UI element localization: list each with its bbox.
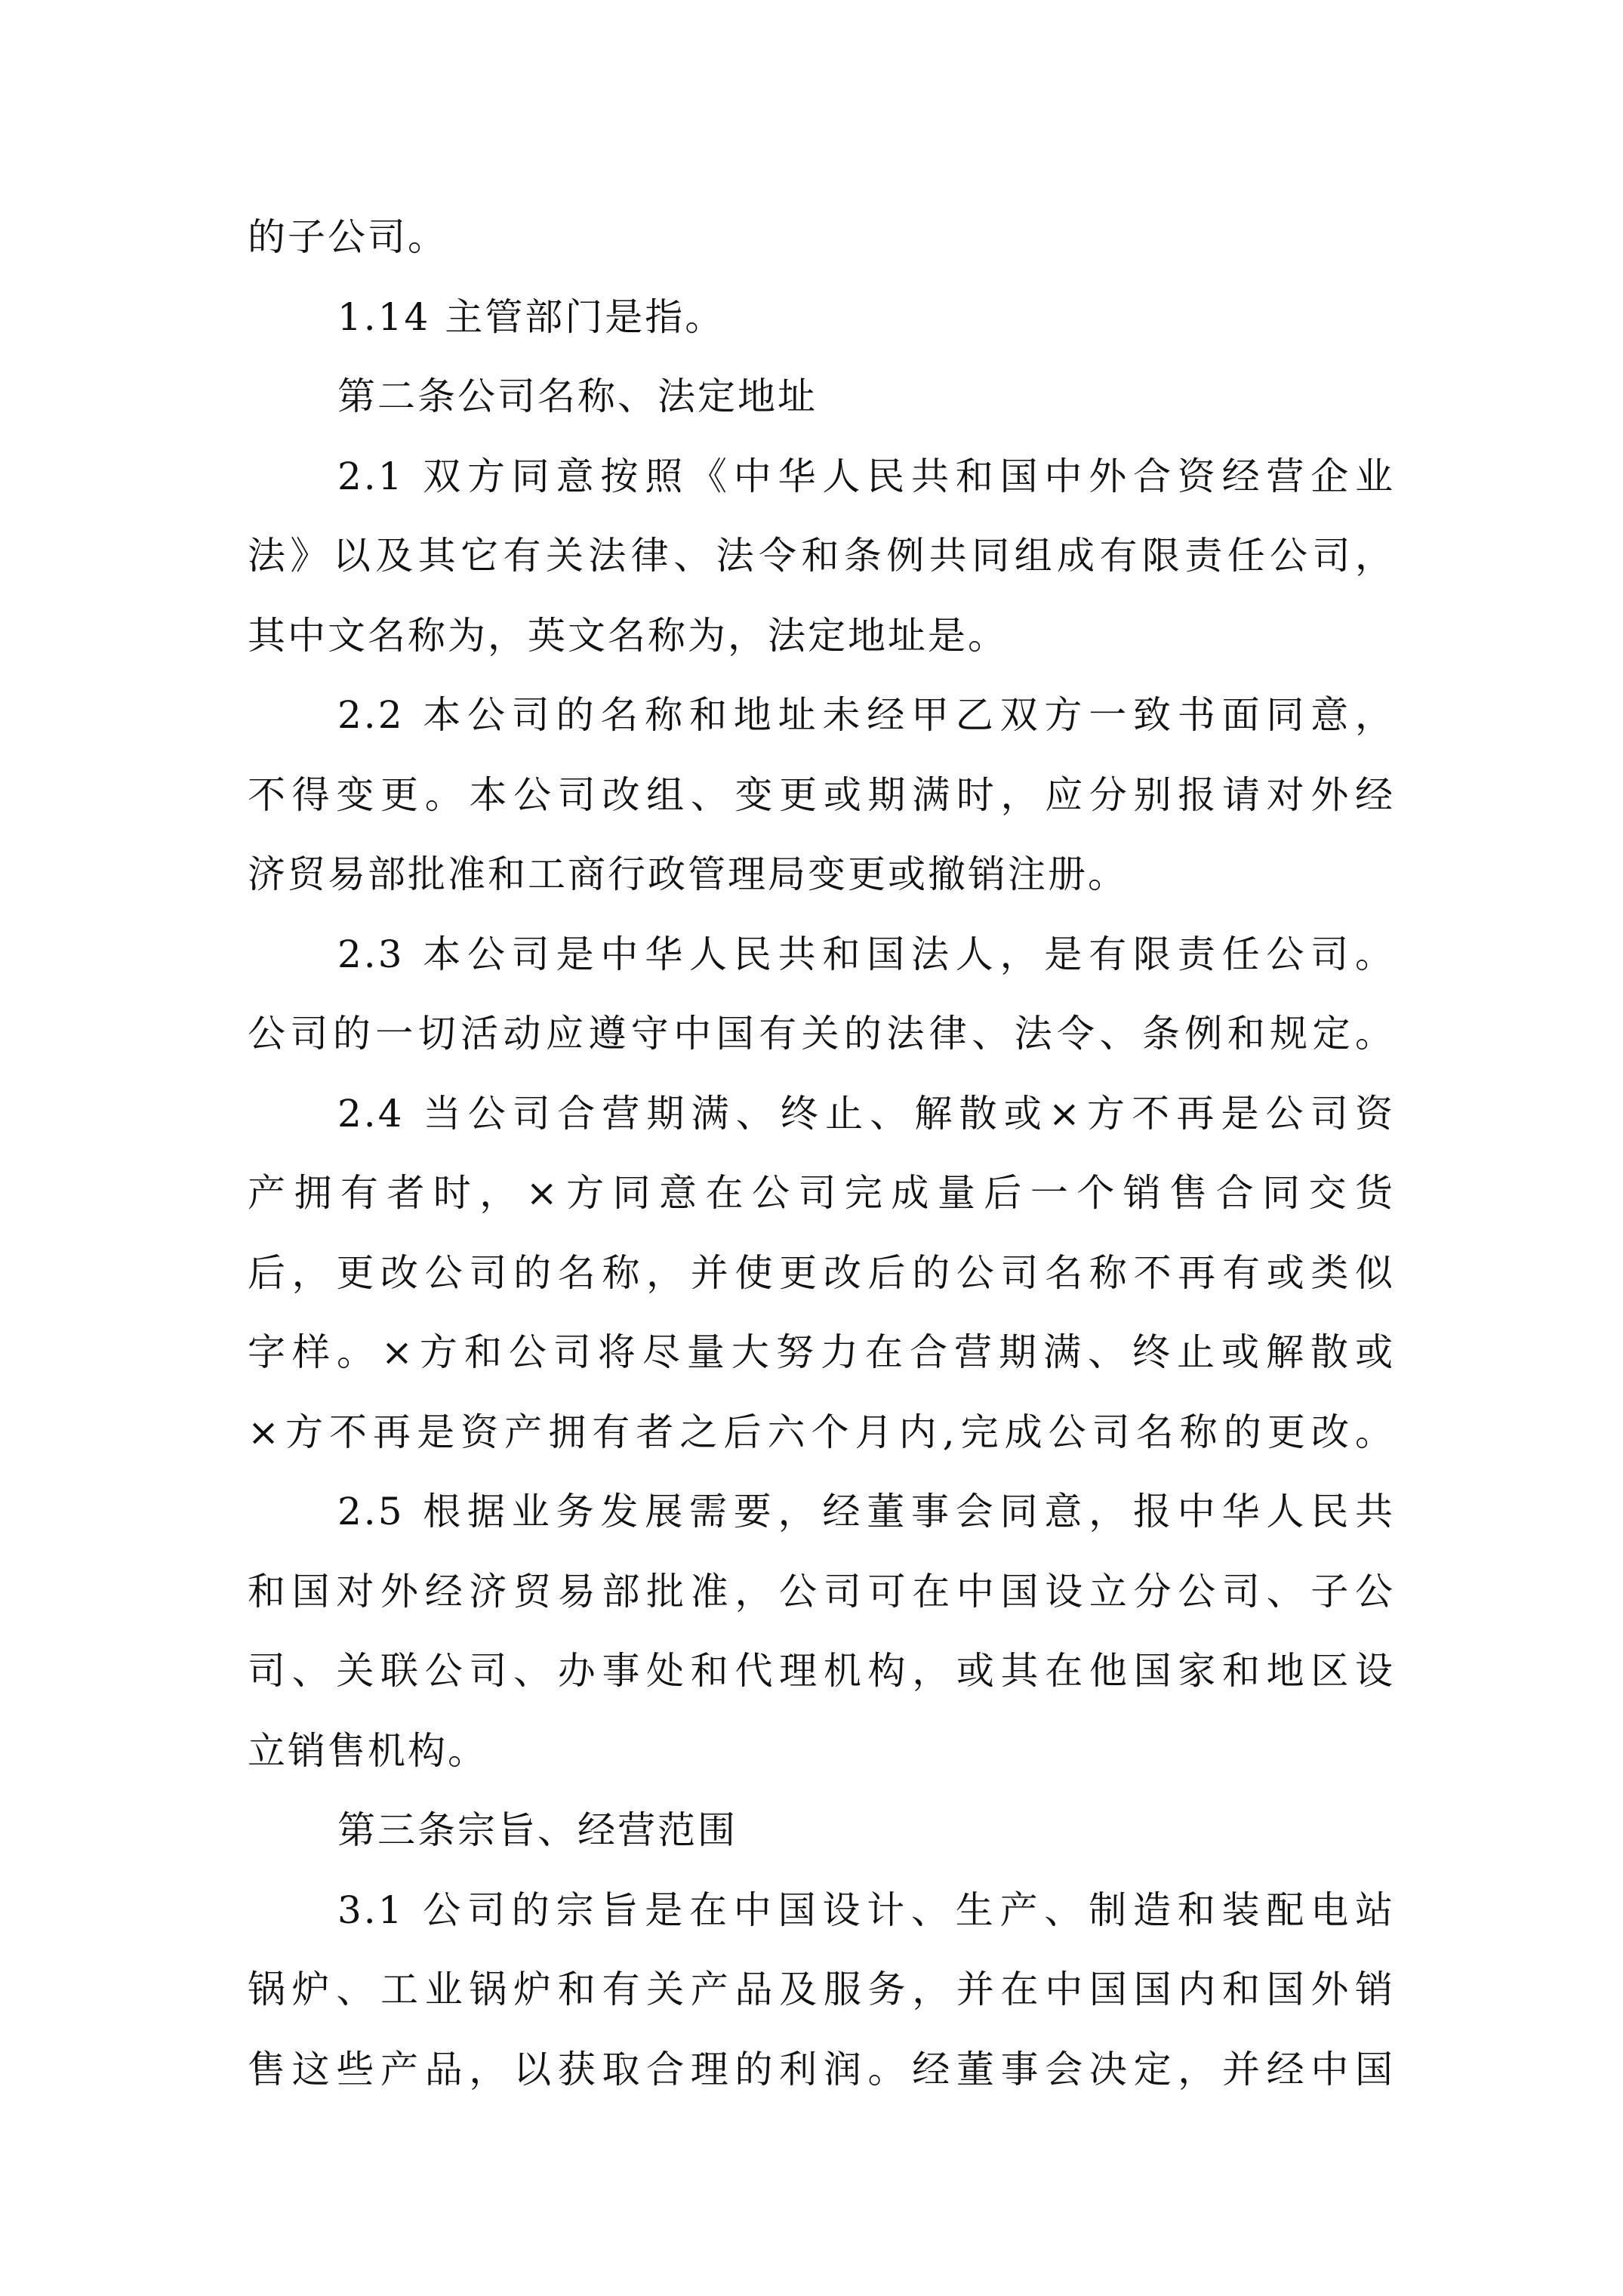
text-line: 不得变更。本公司改组、变更或期满时，应分别报请对外经 [248,772,1395,817]
text-line: 的子公司。 [248,215,448,259]
text-line: 2.5 根据业务发展需要，经董事会同意，报中华人民共 [337,1490,1395,1533]
text-line: 公司的一切活动应遵守中国有关的法律、法令、条例和规定。 [248,1012,1395,1056]
text-line: 和国对外经济贸易部批准，公司可在中国设立分公司、子公 [248,1569,1395,1613]
text-line: 法》以及其它有关法律、法令和条例共同组成有限责任公司， [248,534,1395,578]
text-line: 锅炉、工业锅炉和有关产品及服务，并在中国国内和国外销 [248,1968,1395,2011]
text-line: 后，更改公司的名称，并使更改后的公司名称不再有或类似 [248,1250,1395,1295]
text-line: 3.1 公司的宗旨是在中国设计、生产、制造和装配电站 [337,1888,1395,1932]
text-line: 2.1 双方同意按照《中华人民共和国中外合资经营企业 [337,454,1395,498]
section-heading: 第二条公司名称、法定地址 [337,374,818,418]
text-line: 济贸易部批准和工商行政管理局变更或撤销注册。 [248,852,1128,896]
text-line: 2.3 本公司是中华人民共和国法人，是有限责任公司。 [337,932,1395,976]
text-line: 产拥有者时，×方同意在公司完成量后一个销售合同交货 [248,1171,1395,1215]
text-line: 1.14 主管部门是指。 [337,294,725,339]
text-line: 2.4 当公司合营期满、终止、解散或×方不再是公司资 [337,1091,1395,1136]
section-heading: 第三条宗旨、经营范围 [337,1808,738,1852]
text-line: 字样。×方和公司将尽量大努力在合营期满、终止或解散或 [248,1330,1395,1374]
text-line: 立销售机构。 [248,1728,488,1773]
text-line: 司、关联公司、办事处和代理机构，或其在他国家和地区设 [248,1649,1395,1693]
text-line: 其中文名称为，英文名称为，法定地址是。 [248,613,1008,658]
document-body [248,198,1395,2110]
text-line: 2.2 本公司的名称和地址未经甲乙双方一致书面同意， [337,693,1395,737]
text-line: 售这些产品，以获取合理的利润。经董事会决定，并经中国 [248,2047,1395,2091]
text-line: ×方不再是资产拥有者之后六个月内,完成公司名称的更改。 [248,1410,1395,1454]
